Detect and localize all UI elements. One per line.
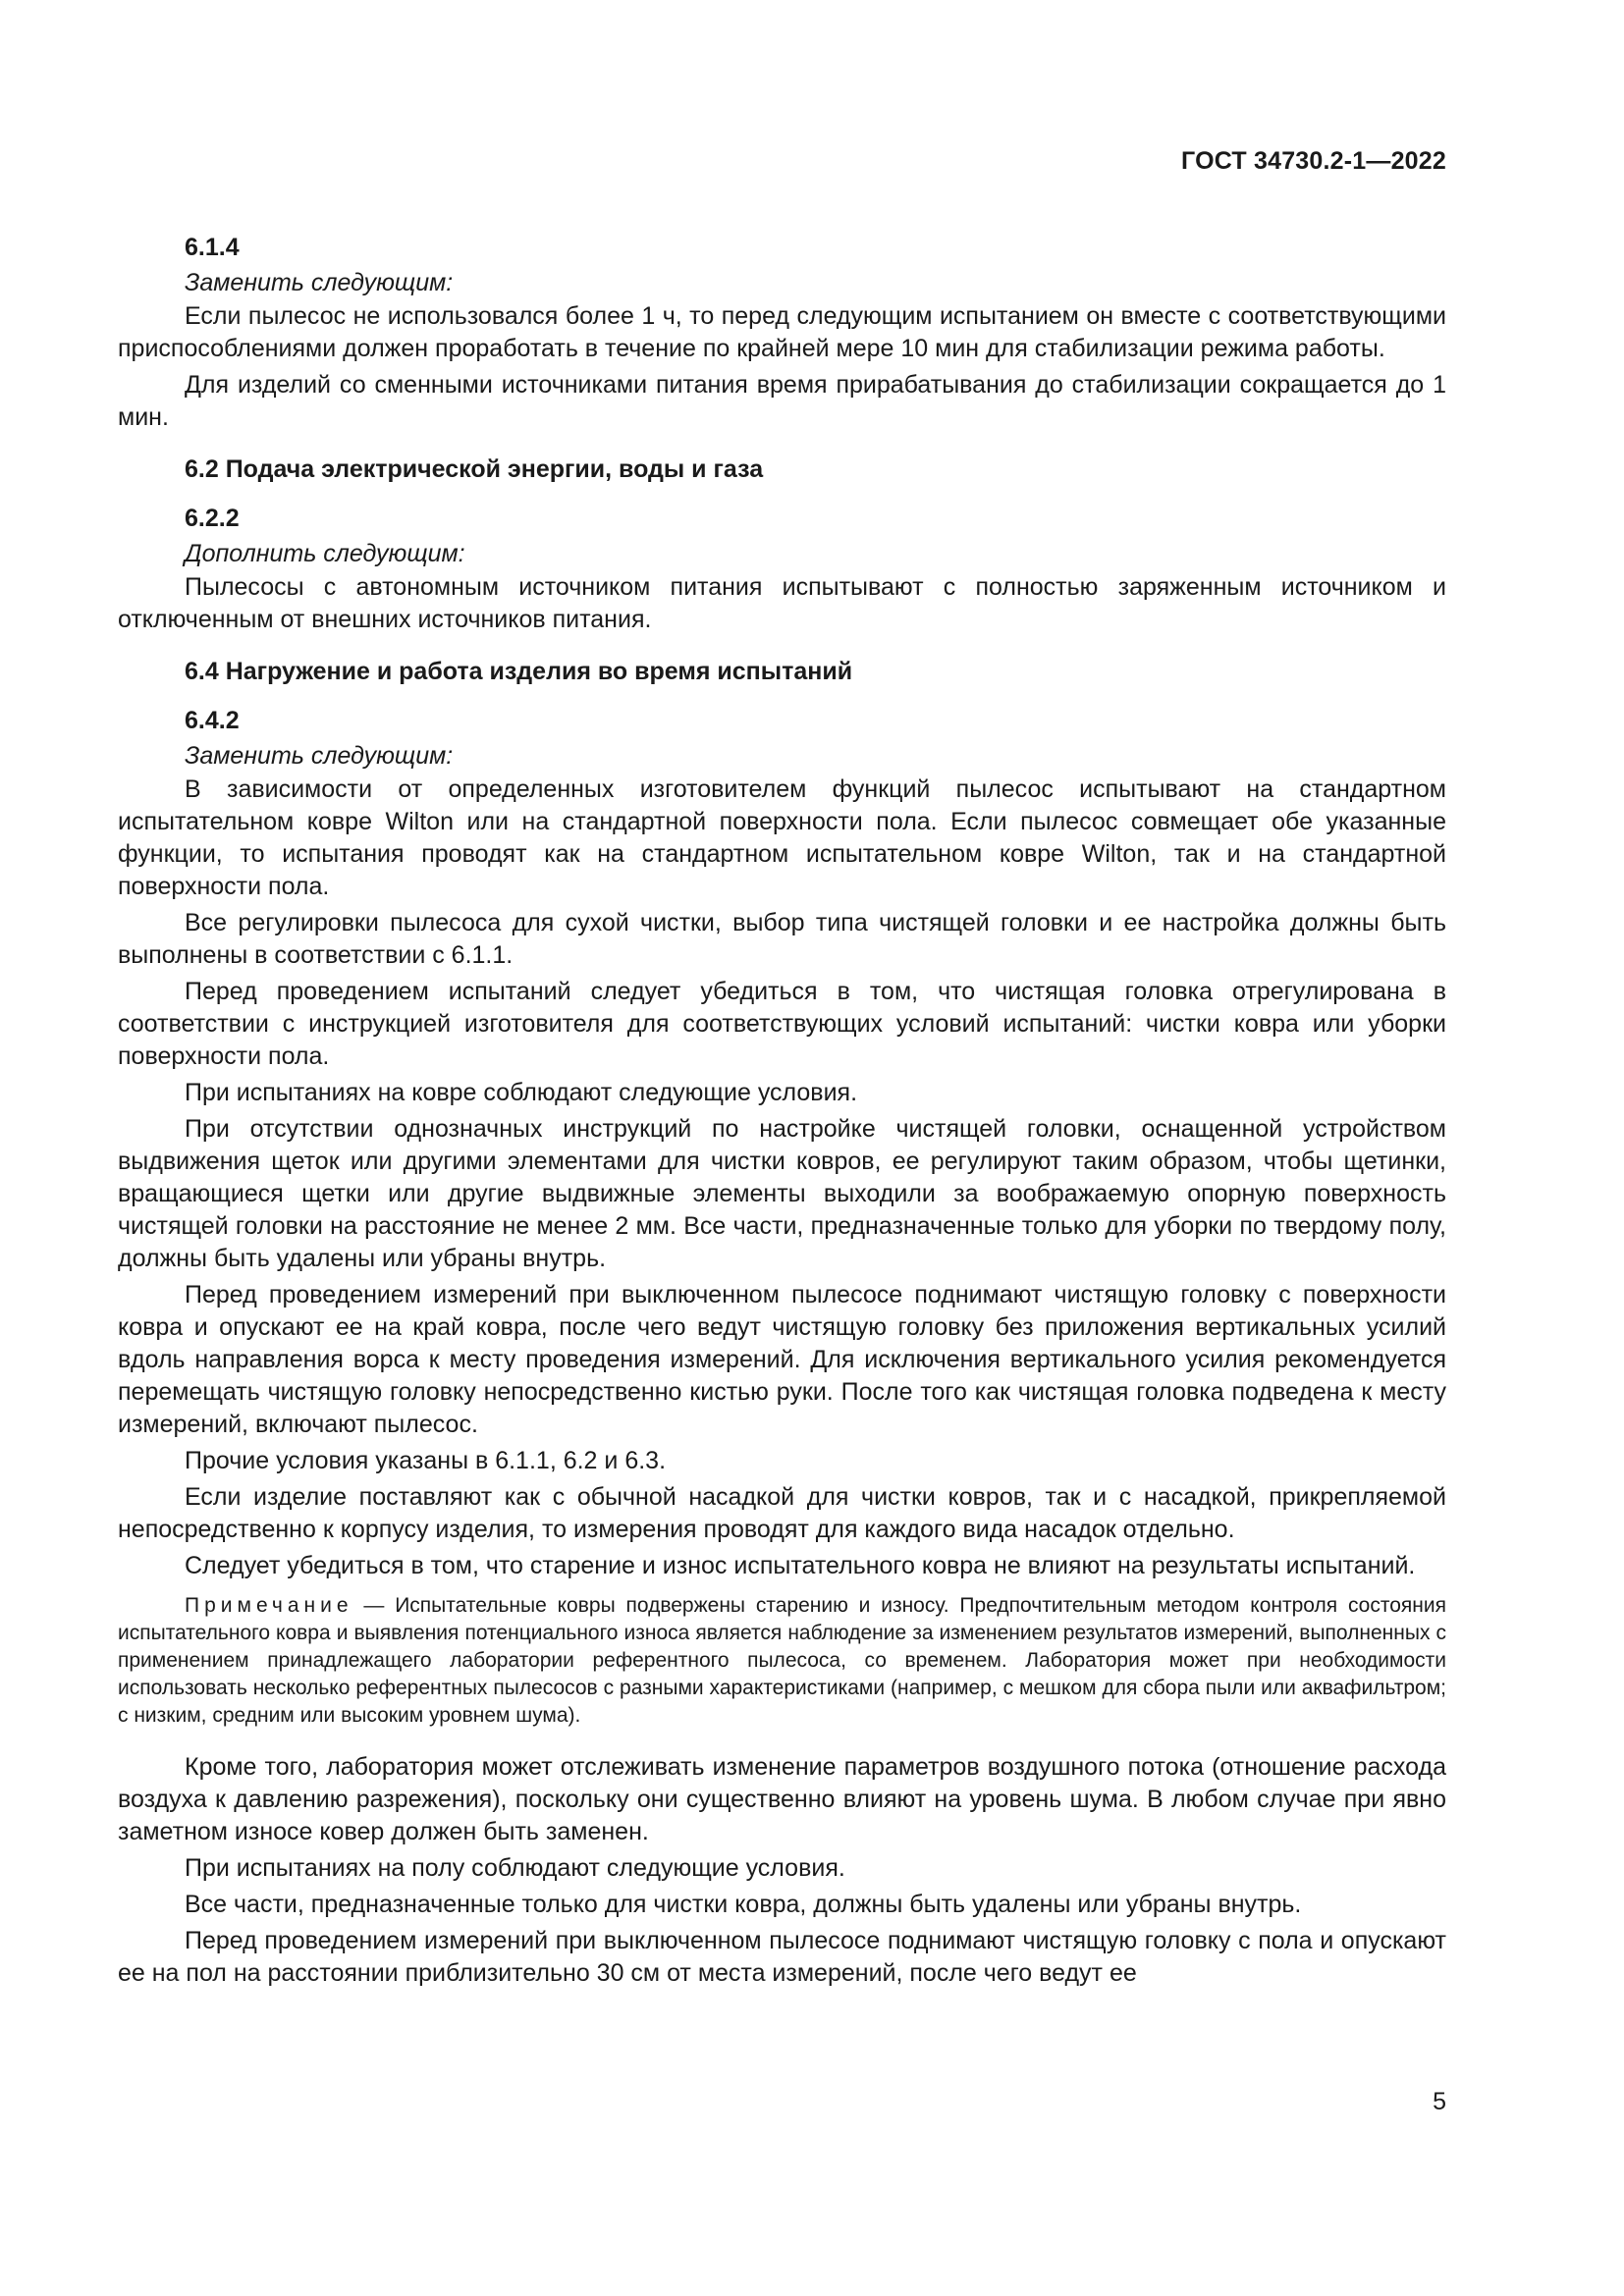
note-block	[118, 1592, 1446, 1730]
paragraph: Если пылесос не использовался более 1 ч, то перед следующим испытанием он вместе с соответствующими приспособлениями должен проработать в течение по крайней мере 10 мин для стабилизации режима работы.	[118, 302, 1446, 362]
paragraph: Все регулировки пылесоса для сухой чистки, выбор типа чистящей головки и ее настройка должны быть выполнены в соответствии с 6.1.1.	[118, 909, 1446, 969]
paragraph: В зависимости от определенных изготовителем функций пылесос испытывают на стандартном испытательном ковре Wilton или на стандартной поверхности пола. Если пылесос совмещает обе указанные функции, то испытания проводят как на стандартном испытательном ковре Wilton, так и на стандартной поверхности пола.	[118, 775, 1446, 900]
clause-number-6-1-4: 6.1.4	[185, 234, 240, 261]
clause-instruction: Заменить следующим:	[185, 742, 454, 770]
page-number: 5	[1433, 2088, 1446, 2115]
paragraph: При испытаниях на полу соблюдают следующие условия.	[185, 1854, 845, 1882]
paragraph: Перед проведением измерений при выключенном пылесосе поднимают чистящую головку с пола и опускают ее на пол на расстоянии приблизительно 30 см от места измерений, после чего ведут ее	[118, 1927, 1446, 1987]
clause-instruction: Дополнить следующим:	[185, 540, 465, 567]
clause-instruction: Заменить следующим:	[185, 269, 454, 296]
paragraph: Пылесосы с автономным источником питания испытывают с полностью заряженным источником и отключенным от внешних источников питания.	[118, 573, 1446, 633]
paragraph: Если изделие поставляют как с обычной насадкой для чистки ковров, так и с насадкой, прикрепляемой непосредственно к корпусу изделия, то измерения проводят для каждого вида насадок отдельно.	[118, 1483, 1446, 1543]
paragraph: Для изделий со сменными источниками питания время прирабатывания до стабилизации сокращается до 1 мин.	[118, 371, 1446, 431]
section-heading-6-2: 6.2 Подача электрической энергии, воды и газа	[185, 455, 764, 483]
paragraph: Перед проведением измерений при выключенном пылесосе поднимают чистящую головку с поверхности ковра и опускают ее на край ковра, после чего ведут чистящую головку без приложения вертикальных усилий вдоль направления ворса к месту проведения измерений. Для исключения вертикального усилия рекомендуется перемещать чистящую головку непосредственно кистью руки. После того как чистящая головка подведена к месту измерений, включают пылесос.	[118, 1281, 1446, 1438]
paragraph: При отсутствии однозначных инструкций по настройке чистящей головки, оснащенной устройством выдвижения щеток или другими элементами для чистки ковров, ее регулируют таким образом, чтобы щетинки, вращающиеся щетки или другие выдвижные элементы выходили за воображаемую опорную поверхность чистящей головки на расстояние не менее 2 мм. Все части, предназначенные только для уборки по твердому полу, должны быть удалены или убраны внутрь.	[118, 1115, 1446, 1272]
document-header-id: ГОСТ 34730.2-1—2022	[1181, 147, 1446, 175]
section-heading-6-4: 6.4 Нагружение и работа изделия во время испытаний	[185, 658, 853, 685]
paragraph: При испытаниях на ковре соблюдают следующие условия.	[185, 1079, 858, 1106]
page-body	[118, 232, 1446, 1994]
note-text: — Испытательные ковры подвержены старению и износу. Предпочтительным методом контроля состояния испытательного ковра и выявления потенциального износа является наблюдение за изменением результатов измерений, выполненных с применением принадлежащего лаборатории референтного пылесоса, со временем. Лаборатория может при необходимости использовать несколько референтных пылесосов с разными характеристиками (например, с мешком для сбора пыли или аквафильтром; с низким, средним или высоким уровнем шума).	[118, 1594, 1446, 1727]
note-label: Примечание	[185, 1594, 353, 1617]
paragraph: Прочие условия указаны в 6.1.1, 6.2 и 6.3.	[185, 1447, 667, 1474]
paragraph: Следует убедиться в том, что старение и износ испытательного ковра не влияют на результаты испытаний.	[185, 1552, 1416, 1579]
paragraph: Кроме того, лаборатория может отслеживать изменение параметров воздушного потока (отношение расхода воздуха к давлению разрежения), поскольку они существенно влияют на уровень шума. В любом случае при явно заметном износе ковер должен быть заменен.	[118, 1753, 1446, 1845]
paragraph: Все части, предназначенные только для чистки ковра, должны быть удалены или убраны внутрь.	[185, 1891, 1302, 1918]
paragraph: Перед проведением испытаний следует убедиться в том, что чистящая головка отрегулирована в соответствии с инструкцией изготовителя для соответствующих условий испытаний: чистки ковра или уборки поверхности пола.	[118, 978, 1446, 1070]
clause-number-6-4-2: 6.4.2	[185, 707, 240, 734]
clause-number-6-2-2: 6.2.2	[185, 505, 240, 532]
